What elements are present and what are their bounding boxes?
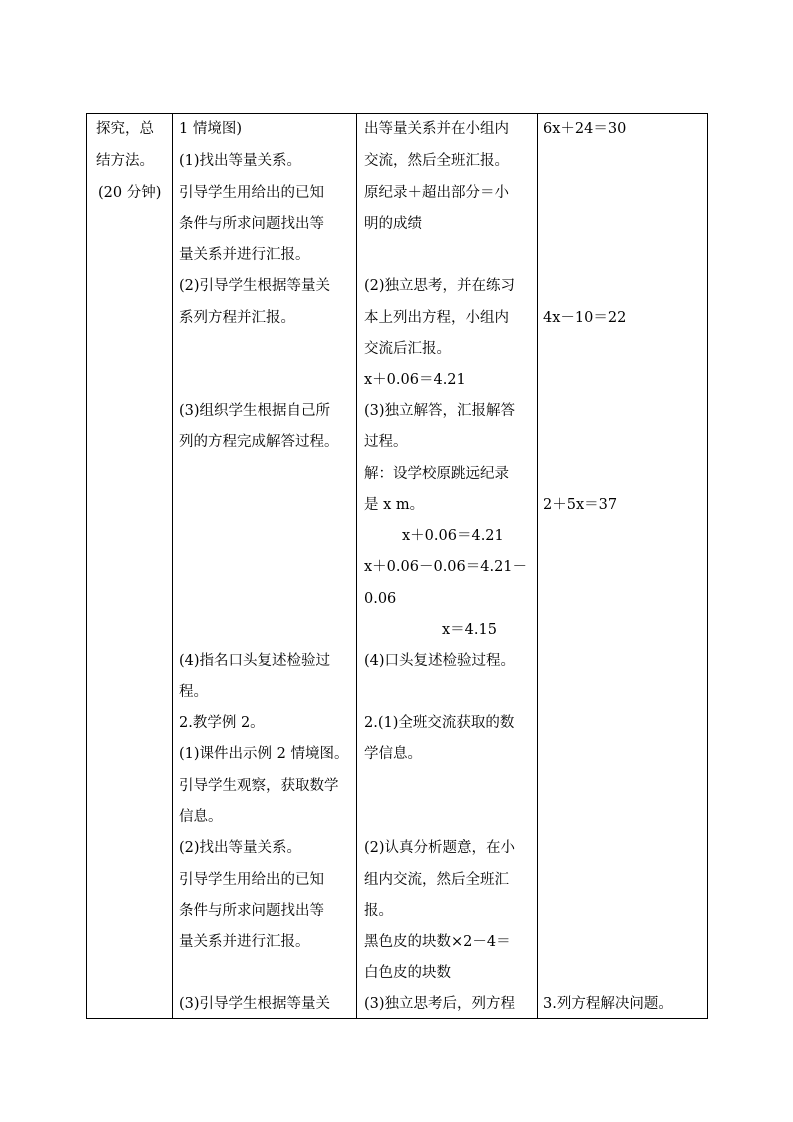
student-text-line: (3)独立解答，汇报解答: [364, 403, 516, 419]
stage-label: 结方法。: [96, 153, 154, 169]
exercise-equation: 6x＋24＝30: [543, 121, 627, 137]
teacher-text-line: 引导学生观察，获取数学: [179, 778, 339, 794]
teacher-text-line: (4)指名口头复述检验过: [179, 653, 331, 669]
teacher-text-line: (2)找出等量关系。: [179, 840, 302, 856]
student-text-line: 明的成绩: [364, 216, 422, 232]
exercise-equation: 4x－10＝22: [543, 310, 627, 326]
teacher-text-line: 条件与所求问题找出等: [179, 216, 324, 232]
teacher-text-line: 程。: [179, 684, 208, 700]
equation-line: x＋0.06－0.06＝4.21－: [364, 559, 528, 575]
equation-line: 0.06: [364, 591, 397, 607]
teacher-text-line: 2.教学例 2。: [179, 715, 265, 731]
exercise-equation: 2＋5x＝37: [543, 497, 618, 513]
equation-line: x＋0.06＝4.21: [364, 372, 466, 388]
student-text-line: 本上列出方程，小组内: [364, 310, 509, 326]
teacher-text-line: (3)引导学生根据等量关: [179, 996, 331, 1012]
teacher-text-line: (1)课件出示例 2 情境图。: [179, 746, 349, 762]
column-divider: [172, 114, 173, 1018]
teacher-text-line: 量关系并进行汇报。: [179, 934, 310, 950]
teacher-text-line: 引导学生用给出的已知: [179, 185, 324, 201]
student-text-line: 报。: [364, 903, 393, 919]
teacher-text-line: 系列方程并汇报。: [179, 310, 295, 326]
teacher-text-line: (3)组织学生根据自己所: [179, 403, 331, 419]
teacher-text-line: 1 情境图): [179, 121, 242, 137]
column-divider: [356, 114, 357, 1018]
exercise-heading: 3.列方程解决问题。: [543, 996, 673, 1012]
teacher-text-line: (1)找出等量关系。: [179, 153, 302, 169]
student-text-line: 2.(1)全班交流获取的数: [364, 715, 515, 731]
equation-line: x＝4.15: [442, 622, 497, 638]
column-divider: [537, 114, 538, 1018]
teacher-text-line: 列的方程完成解答过程。: [179, 434, 339, 450]
student-text-line: 过程。: [364, 434, 408, 450]
teacher-text-line: 量关系并进行汇报。: [179, 247, 310, 263]
equation-line: x＋0.06＝4.21: [402, 528, 504, 544]
teacher-text-line: 条件与所求问题找出等: [179, 903, 324, 919]
stage-label: 探究，总: [96, 121, 154, 137]
student-text-line: 组内交流，然后全班汇: [364, 872, 509, 888]
student-text-line: 交流后汇报。: [364, 341, 451, 357]
student-text-line: (2)认真分析题意，在小: [364, 840, 516, 856]
teacher-text-line: (2)引导学生根据等量关: [179, 278, 331, 294]
lesson-plan-table: [86, 113, 708, 1019]
student-text-line: (2)独立思考，并在练习: [364, 278, 516, 294]
student-text-line: 原纪录＋超出部分＝小: [364, 185, 509, 201]
student-text-line: 解：设学校原跳远纪录: [364, 466, 509, 482]
teacher-text-line: 信息。: [179, 809, 223, 825]
teacher-text-line: 引导学生用给出的已知: [179, 872, 324, 888]
student-text-line: (3)独立思考后，列方程: [364, 996, 516, 1012]
student-text-line: 黑色皮的块数×2－4＝: [364, 934, 511, 950]
student-text-line: 是 x m。: [364, 497, 425, 513]
student-text-line: 出等量关系并在小组内: [364, 121, 509, 137]
stage-duration: (20 分钟): [98, 185, 162, 201]
student-text-line: 交流，然后全班汇报。: [364, 153, 509, 169]
student-text-line: 学信息。: [364, 746, 422, 762]
student-text-line: (4)口头复述检验过程。: [364, 653, 516, 669]
student-text-line: 白色皮的块数: [364, 965, 451, 981]
